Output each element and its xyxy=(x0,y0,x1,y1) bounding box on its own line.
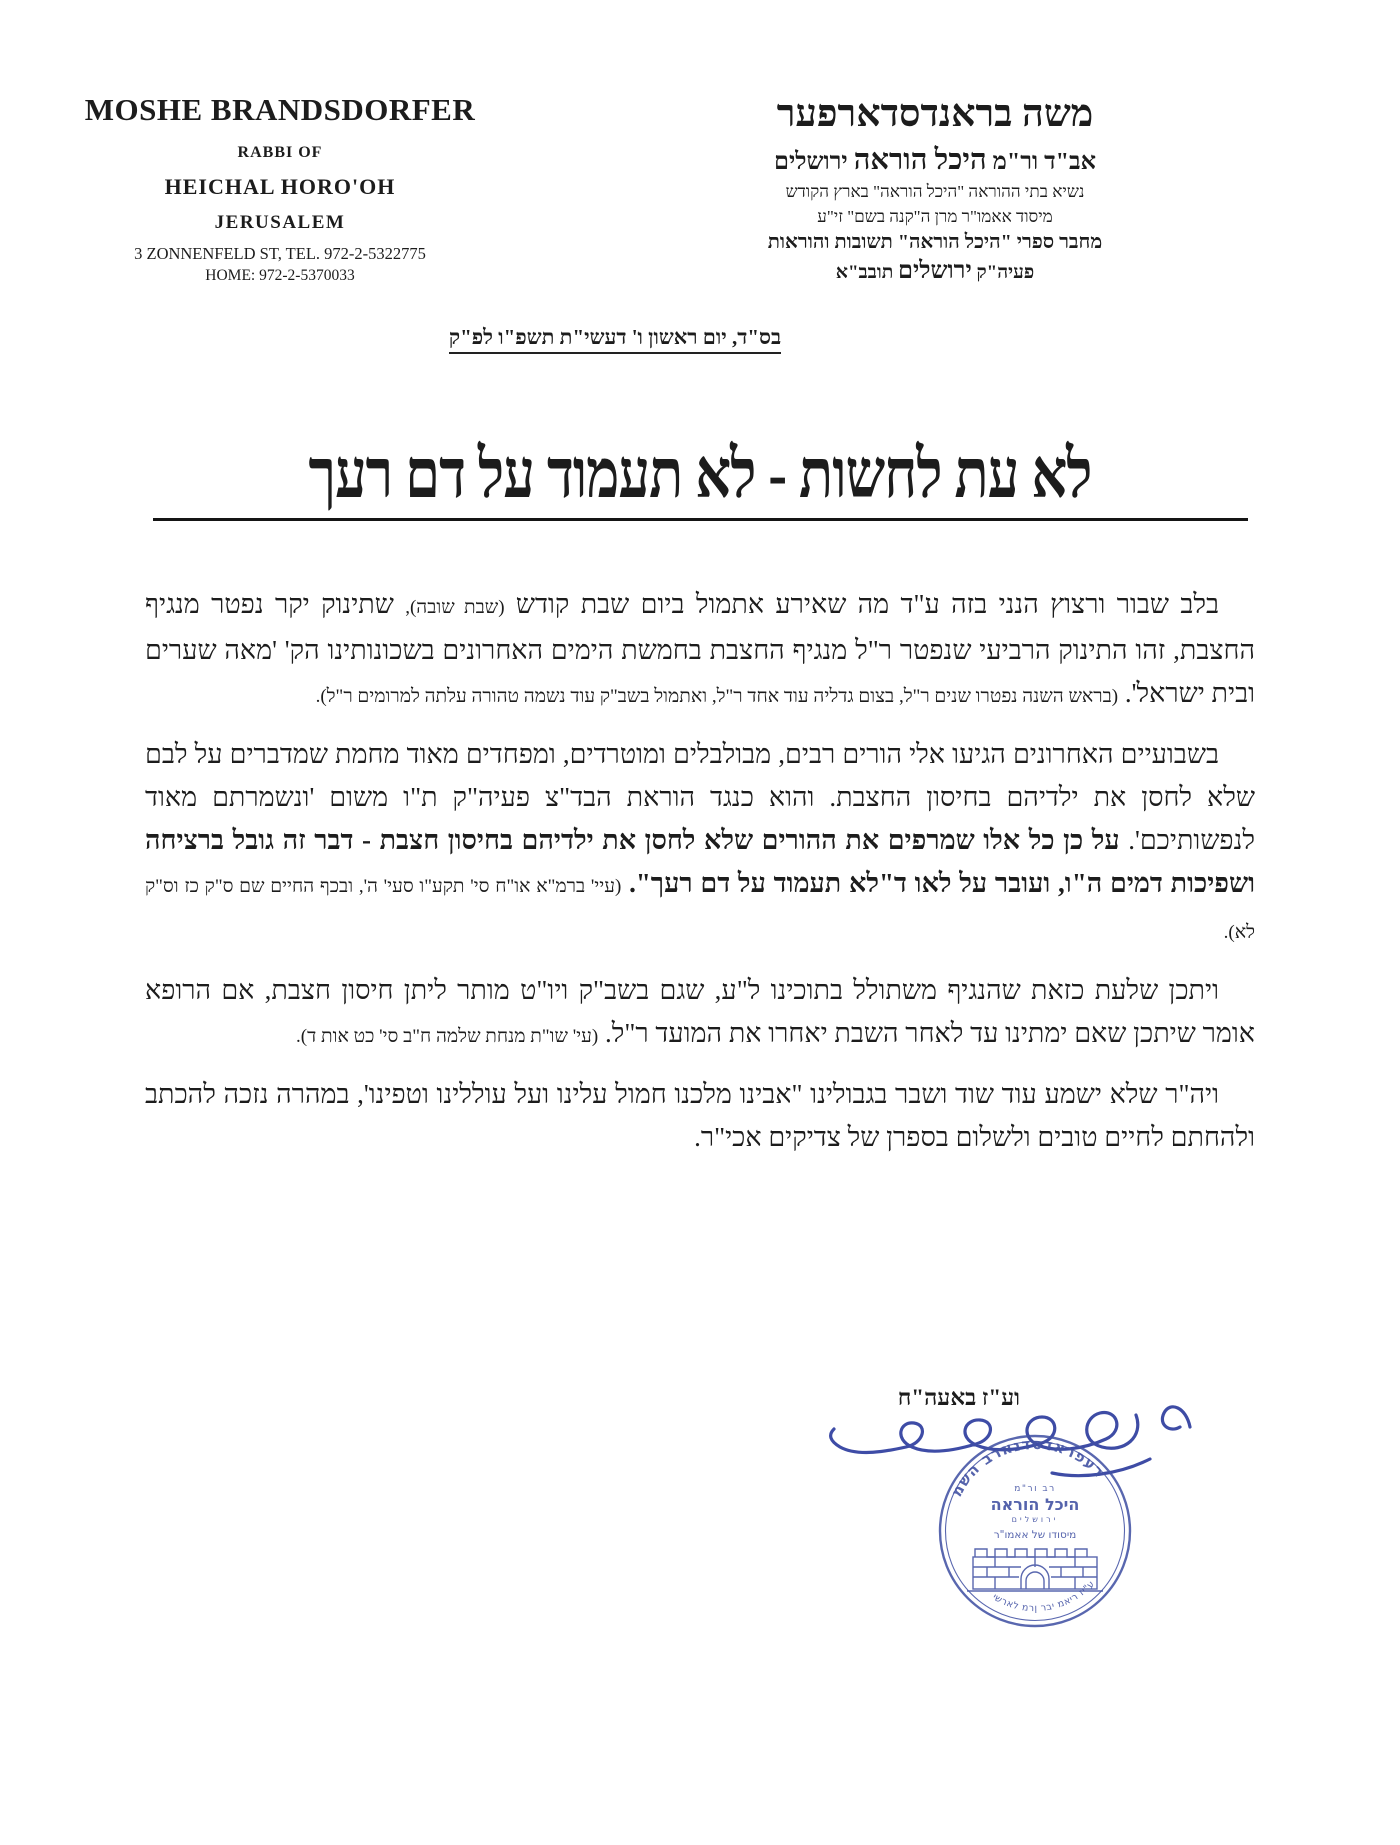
p1-parenthetical-1: (שבת שובה), xyxy=(405,597,505,618)
role-suffix: ירושלים xyxy=(774,149,854,175)
paragraph-1 xyxy=(145,583,1255,718)
p4-text: ויה"ר שלא ישמע עוד שוד ושבר בגבולינו "אבינו מלכנו חמול עלינו ועל עוללינו וטפינו', במהרה נזכה להכתב ולהחתם לחיים טובים ולשלום בספרן של צדיקים אכי"ר. xyxy=(145,1079,1255,1152)
letterhead-english-org: HEICHAL HORO'OH xyxy=(164,174,396,199)
letter-headline: לא עת לחשות - לא תעמוד על דם רעך xyxy=(308,437,1092,513)
jerusalem-wall-gate-icon xyxy=(967,1549,1103,1591)
city-prefix: פעיה"ק xyxy=(971,262,1035,283)
p2-bold-warning: על כן כל אלו שמרפים את ההורים שלא לחסן את ילדיהם בחיסון חצבת - דבר זה גובל ברציחה ושפיכות דמים ה"ו, ועובר על לאו ד"לא תעמוד על דם רעך". xyxy=(145,825,1255,898)
letterhead-hebrew-line5: מחבר ספרי "היכל הוראה" תשובות והוראות xyxy=(767,231,1103,253)
p3-source-citation: (עי' שו"ת מנחת שלמה ח"ב סי' כט אות ד). xyxy=(296,1026,599,1047)
letterhead xyxy=(0,0,1400,285)
headline-wrap xyxy=(0,437,1400,521)
city-suffix: תובב"א xyxy=(835,262,899,283)
rabbinical-seal-stamp xyxy=(935,1431,1135,1636)
letterhead-hebrew-role xyxy=(705,144,1165,177)
stamp-center-line4: מיסודו של אאמו"ר xyxy=(993,1529,1077,1541)
p3-text: ויתכן שלעת כזאת שהנגיף משתולל בתוכינו ל"ע, שגם בשב"ק ויו"ט מותר ליתן חיסון חצבת, אם הרופא אומר שיתכן שאם ימתינו עד לאחר השבת יאחרו את המועד ר"ל. xyxy=(145,975,1255,1048)
closing-line: וע"ז באעה"ח xyxy=(897,1385,1020,1410)
p2-text: בשבועיים האחרונים הגיעו אלי הורים רבים, מבולבלים ומוטרדים, ומפחדים מאוד מחמת שמדברים על לבם שלא לחסן את ילדיהם בחיסון החצבת. והוא כנגד הוראת הבד"צ פעיה"ק ת"ו משום 'ונשמרתם מאוד לנפשותיכם'. xyxy=(145,739,1255,855)
signature-stamp-area xyxy=(0,1393,1400,1793)
city-emphasis: ירושלים xyxy=(898,258,972,284)
letterhead-hebrew-name: משה בראנדסדארפער xyxy=(776,93,1094,135)
hebrew-date-line: בס"ד, יום ראשון ו' דעשי"ת תשפ"ו לפ"ק xyxy=(449,325,781,354)
paragraph-2 xyxy=(145,733,1255,954)
paragraph-3 xyxy=(145,969,1255,1058)
stamp-arc-top-text: משה בראנדסדארפער xyxy=(947,1434,1109,1500)
stamp-center-line2: היכל הוראה xyxy=(990,1495,1080,1514)
role-prefix: אב"ד ור"מ xyxy=(986,149,1096,175)
letterhead-hebrew-line3: נשיא בתי ההוראה "היכל הוראה" בארץ הקודש xyxy=(785,182,1085,201)
letter-body xyxy=(0,583,1400,1159)
stamp-arc-bottom-text: ישראל מרן רבי מאיר זי"ע xyxy=(990,1578,1098,1615)
p1-text: בלב שבור ורצוץ הנני בזה ע"ד מה שאירע אתמול ביום שבת קודש xyxy=(504,589,1219,619)
letterhead-english-home-phone: HOME: 972-2-5370033 xyxy=(205,267,355,284)
p1-text-cont: שתינוק יקר נפטר מנגיף החצבת, זהו התינוק הרביעי שנפטר ר"ל מנגיף החצבת בחמשת הימים האחרונים בשכונותינו הק' 'מאה שערים ובית ישראל'. xyxy=(145,589,1255,708)
p2-source-citation: (עיי' ברמ"א או"ח סי' תקע"ו סעי' ה', ובכף החיים שם ס"ק כז וס"ק לא). xyxy=(145,876,1255,943)
stamp-center-line1: רב ור"מ xyxy=(1014,1484,1056,1494)
letterhead-english-name: MOSHE BRANDSDORFER xyxy=(84,92,476,127)
letterhead-english-address: 3 ZONNENFELD ST, TEL. 972-2-5322775 xyxy=(134,244,426,263)
letterhead-english xyxy=(70,92,490,285)
dateline-wrap xyxy=(0,325,1315,354)
letterhead-hebrew xyxy=(705,92,1165,285)
letterhead-hebrew-city xyxy=(705,258,1165,285)
letterhead-hebrew-line4: מיסוד אאמו"ר מרן ה"קנה בשם" זי"ע xyxy=(817,207,1053,226)
paragraph-4 xyxy=(145,1073,1255,1159)
letterhead-english-city: JERUSALEM xyxy=(214,212,346,233)
headline-underline xyxy=(153,518,1248,521)
letterhead-english-rabbi-of: RABBI OF xyxy=(237,144,323,161)
role-emphasis: היכל הוראה xyxy=(853,144,987,176)
stamp-center-line3: ירושלים xyxy=(1011,1515,1059,1524)
p1-parenthetical-2: (בראש השנה נפטרו שנים ר"ל, בצום גדליה עוד אחד ר"ל, ואתמול בשב"ק עוד נשמה טהורה עלתה למרומים ר"ל). xyxy=(315,686,1119,707)
